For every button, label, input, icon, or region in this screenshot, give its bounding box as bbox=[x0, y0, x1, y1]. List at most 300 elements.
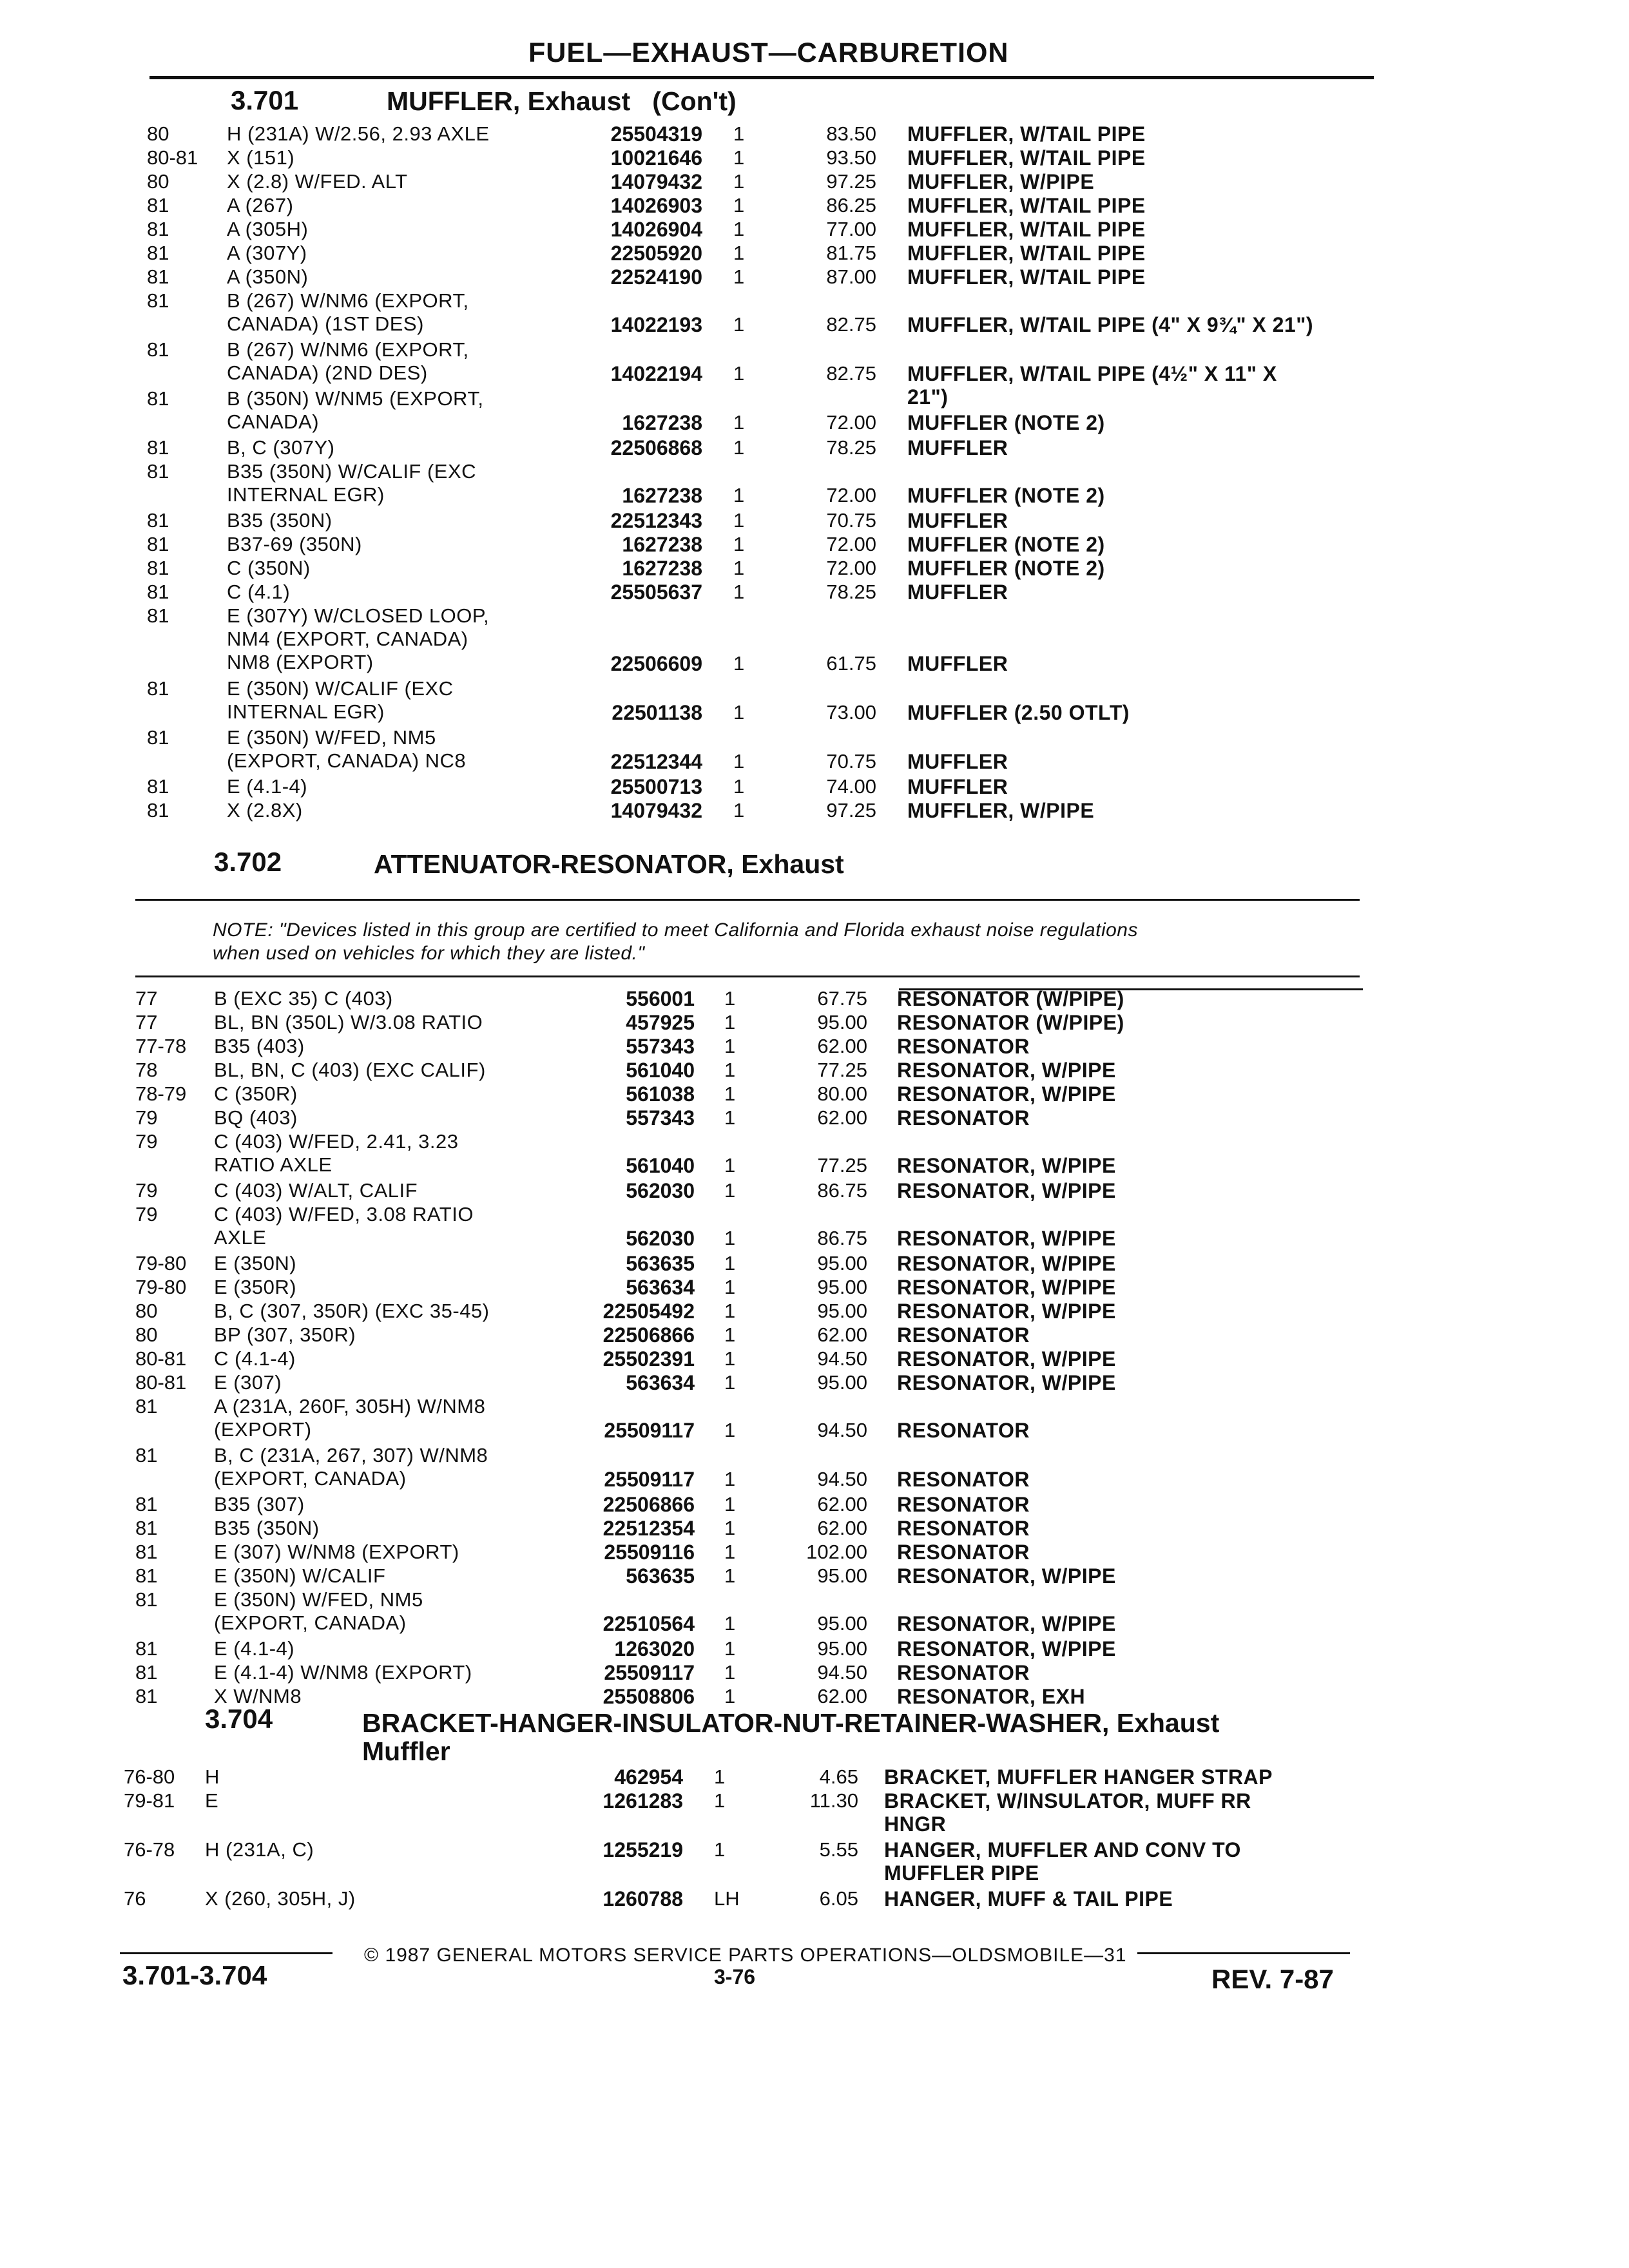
table-row bbox=[0, 1637, 1629, 1661]
quantity: 1 bbox=[724, 1541, 736, 1563]
part-number: 557343 bbox=[626, 1106, 695, 1129]
application-description: E (4.1-4) W/NM8 (EXPORT) bbox=[214, 1661, 472, 1684]
part-name: RESONATOR, W/PIPE bbox=[897, 1059, 1116, 1082]
part-name: RESONATOR, W/PIPE bbox=[897, 1252, 1116, 1275]
part-number: 25509117 bbox=[604, 1468, 695, 1491]
model-year: 81 bbox=[147, 338, 169, 361]
model-year: 81 bbox=[135, 1444, 158, 1466]
table-row bbox=[0, 265, 1629, 289]
part-number: 25509116 bbox=[604, 1541, 695, 1564]
part-number: 14079432 bbox=[610, 170, 702, 193]
quantity: 1 bbox=[733, 362, 745, 385]
model-year: 81 bbox=[147, 387, 169, 410]
part-number: 557343 bbox=[626, 1035, 695, 1058]
part-number: 1627238 bbox=[622, 484, 702, 507]
application-description: A (307Y) bbox=[227, 242, 307, 264]
model-year: 81 bbox=[147, 557, 169, 579]
part-name: RESONATOR, W/PIPE bbox=[897, 1612, 1116, 1635]
list-price: 83.50 bbox=[826, 122, 876, 145]
model-year: 79 bbox=[135, 1203, 158, 1225]
model-year: 81 bbox=[135, 1541, 158, 1563]
list-price: 94.50 bbox=[817, 1347, 867, 1370]
part-name: RESONATOR bbox=[897, 1493, 1030, 1516]
part-name: MUFFLER bbox=[907, 750, 1008, 773]
list-price: 77.00 bbox=[826, 218, 876, 240]
model-year: 81 bbox=[147, 775, 169, 798]
quantity: 1 bbox=[733, 509, 745, 532]
model-year: 81 bbox=[135, 1637, 158, 1660]
section-title: BRACKET-HANGER-INSULATOR-NUT-RETAINER-WASHER, Exhaust Muffler bbox=[362, 1708, 1220, 1766]
quantity: 1 bbox=[724, 1468, 736, 1490]
list-price: 62.00 bbox=[817, 1106, 867, 1129]
table-row bbox=[0, 1789, 1629, 1837]
part-name: MUFFLER, W/TAIL PIPE (4" X 9¾" X 21") bbox=[907, 313, 1314, 336]
table-row bbox=[0, 1011, 1629, 1035]
model-year: 81 bbox=[147, 194, 169, 216]
application-description: C (350N) bbox=[227, 557, 311, 579]
part-name: BRACKET, MUFFLER HANGER STRAP bbox=[884, 1765, 1273, 1789]
part-name: MUFFLER, W/PIPE bbox=[907, 170, 1095, 193]
quantity: 1 bbox=[733, 313, 745, 336]
table-row bbox=[0, 581, 1629, 604]
table-row bbox=[0, 726, 1629, 774]
part-number: 22501138 bbox=[612, 701, 702, 724]
list-price: 80.00 bbox=[817, 1082, 867, 1105]
part-number: 14022194 bbox=[610, 362, 702, 385]
model-year: 80-81 bbox=[135, 1371, 187, 1394]
application-description: B35 (350N) bbox=[227, 509, 333, 532]
part-number: 561040 bbox=[626, 1059, 695, 1082]
application-description: BL, BN (350L) W/3.08 RATIO bbox=[214, 1011, 483, 1033]
part-number: 563635 bbox=[626, 1564, 695, 1588]
model-year: 77 bbox=[135, 987, 158, 1010]
application-description: E (350N) W/CALIF bbox=[214, 1564, 386, 1587]
part-number: 14022193 bbox=[610, 313, 702, 336]
application-description: BP (307, 350R) bbox=[214, 1323, 356, 1346]
application-description: A (231A, 260F, 305H) W/NM8 (EXPORT) bbox=[214, 1395, 486, 1441]
table-row bbox=[0, 533, 1629, 557]
list-price: 62.00 bbox=[817, 1517, 867, 1539]
application-description: B, C (307Y) bbox=[227, 436, 335, 459]
part-name: MUFFLER, W/TAIL PIPE bbox=[907, 122, 1146, 146]
part-name: MUFFLER bbox=[907, 775, 1008, 798]
quantity: 1 bbox=[733, 581, 745, 603]
model-year: 77 bbox=[135, 1011, 158, 1033]
part-name: MUFFLER, W/TAIL PIPE bbox=[907, 146, 1146, 169]
list-price: 70.75 bbox=[826, 750, 876, 773]
table-row bbox=[0, 1444, 1629, 1492]
application-description: X (2.8) W/FED. ALT bbox=[227, 170, 408, 193]
model-year: 76 bbox=[124, 1887, 146, 1910]
list-price: 73.00 bbox=[826, 701, 876, 724]
part-name: RESONATOR, W/PIPE bbox=[897, 1227, 1116, 1250]
quantity: 1 bbox=[733, 411, 745, 434]
application-description: E (350N) W/FED, NM5 (EXPORT, CANADA) NC8 bbox=[227, 726, 467, 772]
quantity: 1 bbox=[724, 1564, 736, 1587]
table-row bbox=[0, 604, 1629, 676]
application-description: B35 (403) bbox=[214, 1035, 305, 1057]
part-name: MUFFLER bbox=[907, 509, 1008, 532]
section-number: 3.704 bbox=[205, 1704, 273, 1734]
part-number: 14079432 bbox=[610, 799, 702, 822]
table-row bbox=[0, 460, 1629, 508]
list-price: 95.00 bbox=[817, 1612, 867, 1635]
table-row bbox=[0, 338, 1629, 408]
table-row bbox=[0, 1323, 1629, 1347]
table-row bbox=[0, 1661, 1629, 1685]
application-description: B (267) W/NM6 (EXPORT, CANADA) (2ND DES) bbox=[227, 338, 469, 384]
part-number: 22510564 bbox=[602, 1612, 695, 1635]
quantity: 1 bbox=[733, 436, 745, 459]
model-year: 81 bbox=[147, 604, 169, 627]
model-year: 81 bbox=[135, 1685, 158, 1707]
part-name: MUFFLER (NOTE 2) bbox=[907, 484, 1105, 507]
list-price: 97.25 bbox=[826, 799, 876, 822]
part-number: 22506866 bbox=[602, 1323, 695, 1347]
quantity: 1 bbox=[724, 1276, 736, 1298]
list-price: 11.30 bbox=[809, 1789, 858, 1812]
part-number: 22506866 bbox=[602, 1493, 695, 1516]
application-description: E (307) bbox=[214, 1371, 282, 1394]
part-number: 25502391 bbox=[602, 1347, 695, 1370]
part-number: 562030 bbox=[626, 1179, 695, 1202]
part-number: 22512354 bbox=[602, 1517, 695, 1540]
application-description: B, C (307, 350R) (EXC 35-45) bbox=[214, 1300, 490, 1322]
quantity: 1 bbox=[733, 799, 745, 822]
quantity: 1 bbox=[724, 1661, 736, 1684]
table-row bbox=[0, 1493, 1629, 1517]
part-name: MUFFLER (2.50 OTLT) bbox=[907, 701, 1130, 724]
application-description: BQ (403) bbox=[214, 1106, 298, 1129]
quantity: 1 bbox=[733, 750, 745, 773]
quantity: LH bbox=[714, 1887, 740, 1910]
part-number: 25508806 bbox=[602, 1685, 695, 1708]
part-number: 22505492 bbox=[602, 1300, 695, 1323]
part-name: RESONATOR, W/PIPE bbox=[897, 1637, 1116, 1660]
list-price: 6.05 bbox=[819, 1887, 858, 1910]
part-number: 22524190 bbox=[610, 265, 702, 289]
list-price: 82.75 bbox=[826, 313, 876, 336]
table-row bbox=[0, 1887, 1629, 1911]
list-price: 82.75 bbox=[826, 362, 876, 385]
model-year: 81 bbox=[135, 1588, 158, 1611]
table-row bbox=[0, 1035, 1629, 1059]
section-rule bbox=[135, 899, 1360, 901]
list-price: 81.75 bbox=[826, 242, 876, 264]
model-year: 79 bbox=[135, 1130, 158, 1153]
application-description: B35 (307) bbox=[214, 1493, 305, 1515]
part-name: RESONATOR, W/PIPE bbox=[897, 1179, 1116, 1202]
part-name: RESONATOR, W/PIPE bbox=[897, 1564, 1116, 1588]
table-row bbox=[0, 218, 1629, 242]
application-description: E (350R) bbox=[214, 1276, 297, 1298]
list-price: 95.00 bbox=[817, 1564, 867, 1587]
table-row bbox=[0, 242, 1629, 265]
quantity: 1 bbox=[724, 1300, 736, 1322]
application-description: B, C (231A, 267, 307) W/NM8 (EXPORT, CANADA) bbox=[214, 1444, 488, 1490]
part-name: MUFFLER, W/TAIL PIPE (4½" X 11" X 21") bbox=[907, 362, 1277, 408]
part-number: 14026903 bbox=[610, 194, 702, 217]
application-description: A (350N) bbox=[227, 265, 309, 288]
model-year: 79 bbox=[135, 1179, 158, 1202]
footer-rule-left bbox=[120, 1952, 333, 1954]
part-name: MUFFLER bbox=[907, 652, 1008, 675]
quantity: 1 bbox=[733, 533, 745, 555]
list-price: 77.25 bbox=[817, 1059, 867, 1081]
quantity: 1 bbox=[733, 122, 745, 145]
application-description: X (260, 305H, J) bbox=[205, 1887, 356, 1910]
part-number: 563635 bbox=[626, 1252, 695, 1275]
application-description: E (350N) W/CALIF (EXC INTERNAL EGR) bbox=[227, 677, 454, 723]
part-number: 1261283 bbox=[602, 1789, 683, 1812]
application-description: BL, BN, C (403) (EXC CALIF) bbox=[214, 1059, 486, 1081]
quantity: 1 bbox=[724, 1154, 736, 1177]
application-description: B37-69 (350N) bbox=[227, 533, 362, 555]
part-name: BRACKET, W/INSULATOR, MUFF RR HNGR bbox=[884, 1789, 1251, 1836]
part-name: MUFFLER, W/TAIL PIPE bbox=[907, 194, 1146, 217]
table-row bbox=[0, 170, 1629, 194]
table-row bbox=[0, 1106, 1629, 1130]
table-row bbox=[0, 987, 1629, 1011]
list-price: 62.00 bbox=[817, 1685, 867, 1707]
list-price: 4.65 bbox=[819, 1765, 858, 1788]
table-row bbox=[0, 1838, 1629, 1886]
quantity: 1 bbox=[724, 1347, 736, 1370]
quantity: 1 bbox=[724, 1371, 736, 1394]
model-year: 81 bbox=[135, 1564, 158, 1587]
part-name: MUFFLER, W/TAIL PIPE bbox=[907, 265, 1146, 289]
part-number: 562030 bbox=[626, 1227, 695, 1250]
part-number: 22506609 bbox=[610, 652, 702, 675]
quantity: 1 bbox=[724, 1227, 736, 1249]
quantity: 1 bbox=[733, 194, 745, 216]
table-row bbox=[0, 1371, 1629, 1395]
quantity: 1 bbox=[733, 218, 745, 240]
part-name: RESONATOR bbox=[897, 1323, 1030, 1347]
quantity: 1 bbox=[714, 1838, 726, 1861]
list-price: 61.75 bbox=[826, 652, 876, 675]
model-year: 79-80 bbox=[135, 1252, 187, 1274]
part-name: RESONATOR (W/PIPE) bbox=[897, 987, 1124, 1010]
application-description: C (4.1-4) bbox=[214, 1347, 296, 1370]
application-description: B35 (350N) bbox=[214, 1517, 320, 1539]
model-year: 80 bbox=[135, 1300, 158, 1322]
part-number: 1260788 bbox=[602, 1887, 683, 1910]
list-price: 72.00 bbox=[826, 484, 876, 506]
list-price: 102.00 bbox=[806, 1541, 867, 1563]
table-row bbox=[0, 146, 1629, 170]
list-price: 86.25 bbox=[826, 194, 876, 216]
application-description: C (403) W/FED, 2.41, 3.23 RATIO AXLE bbox=[214, 1130, 459, 1176]
quantity: 1 bbox=[733, 557, 745, 579]
part-number: 14026904 bbox=[610, 218, 702, 241]
application-description: E (307) W/NM8 (EXPORT) bbox=[214, 1541, 459, 1563]
quantity: 1 bbox=[724, 1637, 736, 1660]
table-row bbox=[0, 1300, 1629, 1323]
part-number: 563634 bbox=[626, 1276, 695, 1299]
part-name: RESONATOR, EXH bbox=[897, 1685, 1086, 1708]
table-row bbox=[0, 1179, 1629, 1203]
list-price: 78.25 bbox=[826, 436, 876, 459]
list-price: 62.00 bbox=[817, 1323, 867, 1346]
part-name: MUFFLER, W/TAIL PIPE bbox=[907, 218, 1146, 241]
quantity: 1 bbox=[733, 170, 745, 193]
model-year: 81 bbox=[147, 242, 169, 264]
model-year: 81 bbox=[147, 460, 169, 483]
part-number: 1255219 bbox=[602, 1838, 683, 1861]
quantity: 1 bbox=[733, 146, 745, 169]
quantity: 1 bbox=[724, 1419, 736, 1441]
application-description: E bbox=[205, 1789, 219, 1812]
model-year: 76-78 bbox=[124, 1838, 175, 1861]
model-year: 81 bbox=[135, 1661, 158, 1684]
application-description: A (267) bbox=[227, 194, 294, 216]
list-price: 70.75 bbox=[826, 509, 876, 532]
quantity: 1 bbox=[733, 265, 745, 288]
part-number: 563634 bbox=[626, 1371, 695, 1394]
model-year: 81 bbox=[147, 218, 169, 240]
list-price: 72.00 bbox=[826, 533, 876, 555]
application-description: C (4.1) bbox=[227, 581, 291, 603]
part-number: 22505920 bbox=[610, 242, 702, 265]
list-price: 95.00 bbox=[817, 1300, 867, 1322]
part-name: MUFFLER bbox=[907, 581, 1008, 604]
model-year: 81 bbox=[135, 1395, 158, 1418]
page-header-title: FUEL—EXHAUST—CARBURETION bbox=[528, 37, 1009, 68]
application-description: E (4.1-4) bbox=[214, 1637, 295, 1660]
part-name: MUFFLER bbox=[907, 436, 1008, 459]
quantity: 1 bbox=[724, 1323, 736, 1346]
list-price: 94.50 bbox=[817, 1468, 867, 1490]
table-row bbox=[0, 436, 1629, 460]
table-row bbox=[0, 677, 1629, 725]
model-year: 81 bbox=[147, 436, 169, 459]
table-row bbox=[0, 1252, 1629, 1276]
quantity: 1 bbox=[724, 1011, 736, 1033]
part-name: RESONATOR, W/PIPE bbox=[897, 1276, 1116, 1299]
header-rule bbox=[149, 76, 1374, 79]
quantity: 1 bbox=[724, 1035, 736, 1057]
list-price: 87.00 bbox=[826, 265, 876, 288]
part-name: RESONATOR bbox=[897, 1035, 1030, 1058]
part-name: RESONATOR, W/PIPE bbox=[897, 1371, 1116, 1394]
part-name: RESONATOR bbox=[897, 1661, 1030, 1684]
list-price: 95.00 bbox=[817, 1276, 867, 1298]
model-year: 76-80 bbox=[124, 1765, 175, 1788]
list-price: 94.50 bbox=[817, 1661, 867, 1684]
quantity: 1 bbox=[724, 987, 736, 1010]
model-year: 80 bbox=[147, 170, 169, 193]
list-price: 95.00 bbox=[817, 1637, 867, 1660]
part-number: 25505637 bbox=[610, 581, 702, 604]
quantity: 1 bbox=[724, 1517, 736, 1539]
application-description: H (231A) W/2.56, 2.93 AXLE bbox=[227, 122, 490, 145]
model-year: 81 bbox=[147, 509, 169, 532]
part-number: 556001 bbox=[626, 987, 695, 1010]
model-year: 81 bbox=[147, 726, 169, 749]
footer-revision: REV. 7-87 bbox=[1211, 1964, 1334, 1994]
part-name: RESONATOR bbox=[897, 1517, 1030, 1540]
table-row bbox=[0, 1130, 1629, 1178]
section-note: NOTE: "Devices listed in this group are certified to meet California and Florida exhaust noise regulations when used on vehicles for which they are listed." bbox=[213, 919, 1138, 964]
model-year: 81 bbox=[147, 533, 169, 555]
model-year: 79-81 bbox=[124, 1789, 175, 1812]
model-year: 78 bbox=[135, 1059, 158, 1081]
model-year: 80 bbox=[135, 1323, 158, 1346]
table-row bbox=[0, 1564, 1629, 1588]
model-year: 81 bbox=[147, 677, 169, 700]
table-row bbox=[0, 122, 1629, 146]
list-price: 95.00 bbox=[817, 1371, 867, 1394]
part-name: RESONATOR, W/PIPE bbox=[897, 1347, 1116, 1370]
model-year: 78-79 bbox=[135, 1082, 187, 1105]
part-number: 1627238 bbox=[622, 411, 702, 434]
table-row bbox=[0, 1765, 1629, 1789]
part-number: 1263020 bbox=[614, 1637, 695, 1660]
model-year: 80 bbox=[147, 122, 169, 145]
list-price: 97.25 bbox=[826, 170, 876, 193]
section-title: ATTENUATOR-RESONATOR, Exhaust bbox=[374, 849, 844, 879]
table-row bbox=[0, 194, 1629, 218]
quantity: 1 bbox=[733, 242, 745, 264]
quantity: 1 bbox=[724, 1612, 736, 1635]
quantity: 1 bbox=[724, 1106, 736, 1129]
quantity: 1 bbox=[724, 1082, 736, 1105]
table-row bbox=[0, 557, 1629, 581]
application-description: B (350N) W/NM5 (EXPORT, CANADA) bbox=[227, 387, 484, 433]
footer-copyright: © 1987 GENERAL MOTORS SERVICE PARTS OPERATIONS—OLDSMOBILE—31 bbox=[364, 1945, 1127, 1966]
part-name: RESONATOR (W/PIPE) bbox=[897, 1011, 1124, 1034]
table-row bbox=[0, 1059, 1629, 1082]
application-description: C (403) W/FED, 3.08 RATIO AXLE bbox=[214, 1203, 474, 1249]
list-price: 77.25 bbox=[817, 1154, 867, 1177]
application-description: H (231A, C) bbox=[205, 1838, 314, 1861]
footer-section-range: 3.701-3.704 bbox=[122, 1960, 267, 1990]
list-price: 93.50 bbox=[826, 146, 876, 169]
model-year: 79 bbox=[135, 1106, 158, 1129]
table-row bbox=[0, 1082, 1629, 1106]
table-row bbox=[0, 509, 1629, 533]
part-number: 25509117 bbox=[604, 1661, 695, 1684]
list-price: 95.00 bbox=[817, 1011, 867, 1033]
model-year: 80-81 bbox=[147, 146, 198, 169]
model-year: 79-80 bbox=[135, 1276, 187, 1298]
part-name: HANGER, MUFF & TAIL PIPE bbox=[884, 1887, 1173, 1910]
part-name: RESONATOR bbox=[897, 1106, 1030, 1129]
quantity: 1 bbox=[724, 1252, 736, 1274]
application-description: E (307Y) W/CLOSED LOOP, NM4 (EXPORT, CANADA) NM8 (EXPORT) bbox=[227, 604, 490, 673]
part-name: MUFFLER, W/TAIL PIPE bbox=[907, 242, 1146, 265]
part-number: 457925 bbox=[626, 1011, 695, 1034]
table-row bbox=[0, 1517, 1629, 1541]
application-description: H bbox=[205, 1765, 220, 1788]
footer-page-number: 3-76 bbox=[714, 1965, 756, 1988]
model-year: 77-78 bbox=[135, 1035, 187, 1057]
quantity: 1 bbox=[714, 1765, 726, 1788]
section-number: 3.701 bbox=[231, 85, 299, 115]
section-title: MUFFLER, Exhaust (Con't) bbox=[387, 86, 737, 116]
table-row bbox=[0, 799, 1629, 823]
application-description: X W/NM8 bbox=[214, 1685, 302, 1707]
application-description: E (350N) bbox=[214, 1252, 297, 1274]
list-price: 72.00 bbox=[826, 411, 876, 434]
application-description: B35 (350N) W/CALIF (EXC INTERNAL EGR) bbox=[227, 460, 477, 506]
note-rule bbox=[135, 975, 1360, 977]
list-price: 5.55 bbox=[819, 1838, 858, 1861]
list-price: 78.25 bbox=[826, 581, 876, 603]
part-name: MUFFLER (NOTE 2) bbox=[907, 533, 1105, 556]
model-year: 81 bbox=[135, 1517, 158, 1539]
